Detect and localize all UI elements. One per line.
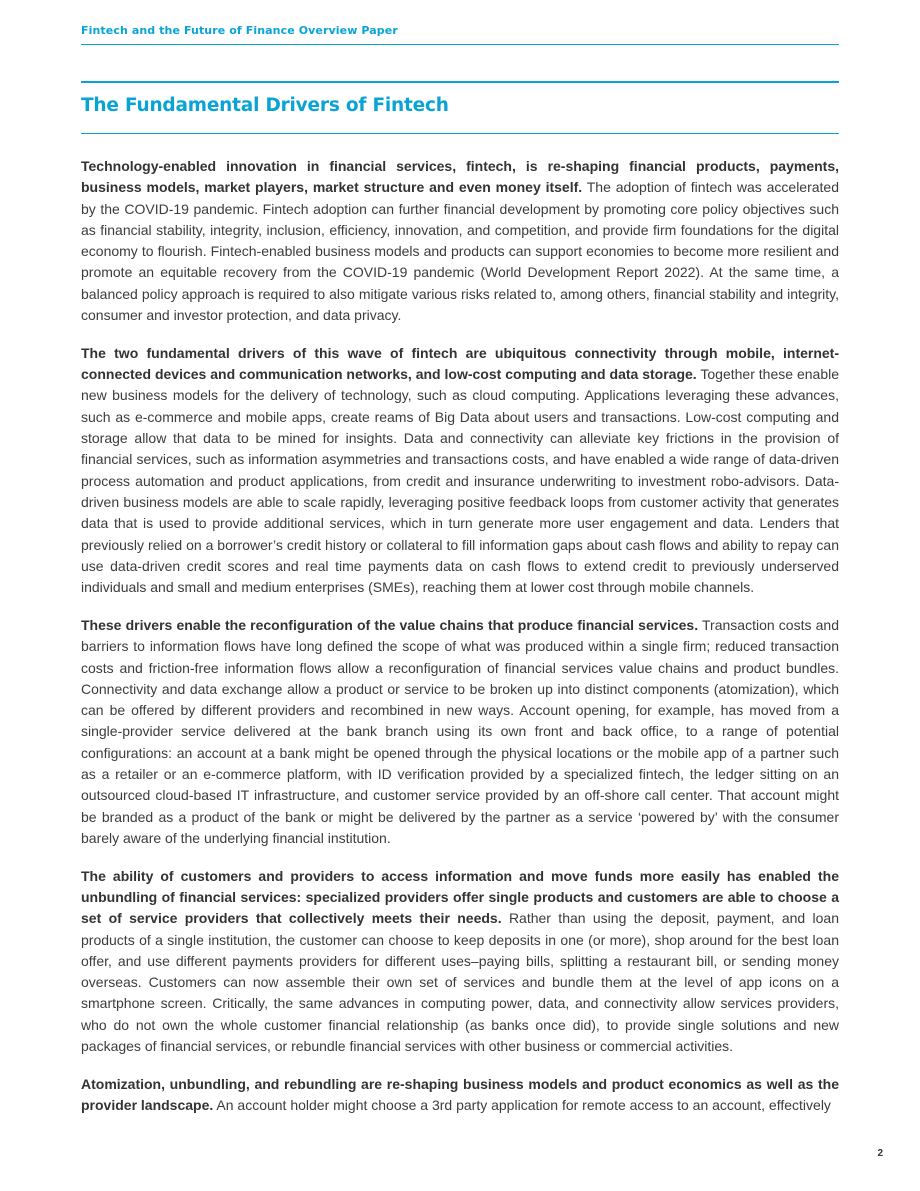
paragraph-text: The adoption of fintech was accelerated by the COVID-19 pandemic. Fintech adoption can further financial development by promoting core policy objectives such as financial stability, integrity, inclusion, efficiency, innovation, and competition, and provide firm foundations for the digital economy to flourish. Fintech-enabled business models and products can support economies to become more resilient and promote an equitable recovery from the COVID-19 pandemic (World Development Report 2022). At the same time, a balanced policy approach is required to also mitigate various risks related to, among others, financial stability and integrity, consumer and investor protection, and data privacy. — [81, 179, 840, 324]
running-header: Fintech and the Future of Finance Overview Paper — [81, 24, 398, 37]
paragraph — [81, 866, 839, 1058]
paragraph-lead: Technology-enabled innovation in financial services, fintech, is re-shaping financial products, payments, business models, market players, market structure and even money itself. — [81, 158, 839, 196]
paragraph-lead: The ability of customers and providers to access information and move funds more easily has enabled the unbundling of financial services: specialized providers offer single products and customers are able to choose a set of service providers that collectively meets their needs. — [81, 867, 839, 927]
paragraph-text: Rather than using the deposit, payment, and loan products of a single institution, the customer can choose to keep deposits in one (or more), shop around for the best loan offer, and use different payments providers for different uses–paying bills, splitting a restaurant bill, or sending money overseas. Customers can now assemble their own set of services and bundle them at the level of app icons on a smartphone screen. Critically, the same advances in computing power, data, and connectivity allow services providers, who do not own the whole customer financial relationship (as banks once did), to provide single solutions and new packages of financial services, or rebundle financial services with other business or commercial activities. — [81, 910, 839, 1055]
section-title: The Fundamental Drivers of Fintech — [81, 95, 449, 116]
paragraph-lead: Atomization, unbundling, and rebundling are re-shaping business models and product economics as well as the provider landscape. — [81, 1075, 839, 1114]
paragraph — [81, 343, 839, 599]
paragraph — [81, 156, 839, 326]
paragraph-text: An account holder might choose a 3rd party application for remote access to an account, effectively — [213, 1097, 831, 1114]
body-text — [81, 156, 839, 1133]
paragraph-lead: The two fundamental drivers of this wave of fintech are ubiquitous connectivity through mobile, internet-connected devices and communication networks, and low-cost computing and data storage. — [81, 344, 839, 383]
page-number: 2 — [877, 1148, 883, 1159]
paragraph — [81, 1074, 839, 1117]
paragraph-lead: These drivers enable the reconfiguration of the value chains that produce financial services. — [81, 616, 699, 633]
paragraph-text: Together these enable new business models for the delivery of technology, such as cloud computing. Applications leveraging these advances, such as e-commerce and mobile apps, create reams of Big Data about users and transactions. Low-cost computing and storage allow that data to be mined for insights. Data and connectivity can alleviate key frictions in the provision of financial services, such as information asymmetries and transactions costs, and have enabled a wide range of data-driven process automation and product applications, from credit and insurance underwriting to investment robo-advisors. Data-driven business models are able to scale rapidly, leveraging positive feedback loops from customer activity that generates data that is used to provide additional services, which in turn generate more user engagement and data. Lenders that previously relied on a borrower’s credit history or collateral to fill information gaps about cash flows and ability to repay can use data-driven credit scores and real time payments data on cash flows to extend credit to previously underserved individuals and small and medium enterprises (SMEs), reaching them at lower cost through mobile channels. — [81, 366, 839, 596]
section-rule-bottom — [81, 133, 839, 134]
paragraph-text: Transaction costs and barriers to information flows have long defined the scope of what was produced within a single firm; reduced transaction costs and friction-free information flows allow a reconfiguration of financial services value chains and product bundles. Connectivity and data exchange allow a product or service to be broken up into distinct components (atomization), which can be offered by different providers and recombined in new ways. Account opening, for example, has moved from a single-provider service delivered at the bank branch using its own front and back office, to a range of potential configurations: an account at a bank might be opened through the physical locations or the mobile app of a partner such as a retailer or an e-commerce platform, with ID verification provided by a specialized fintech, the ledger sitting on an outsourced cloud-based IT infrastructure, and customer service provided by an off-shore call center. That account might be branded as a product of the bank or might be delivered by the partner as a service ‘powered by’ with the consumer barely aware of the underlying financial institution. — [81, 616, 839, 846]
header-divider — [81, 44, 839, 45]
paragraph — [81, 615, 839, 849]
section-rule-top — [81, 81, 839, 83]
